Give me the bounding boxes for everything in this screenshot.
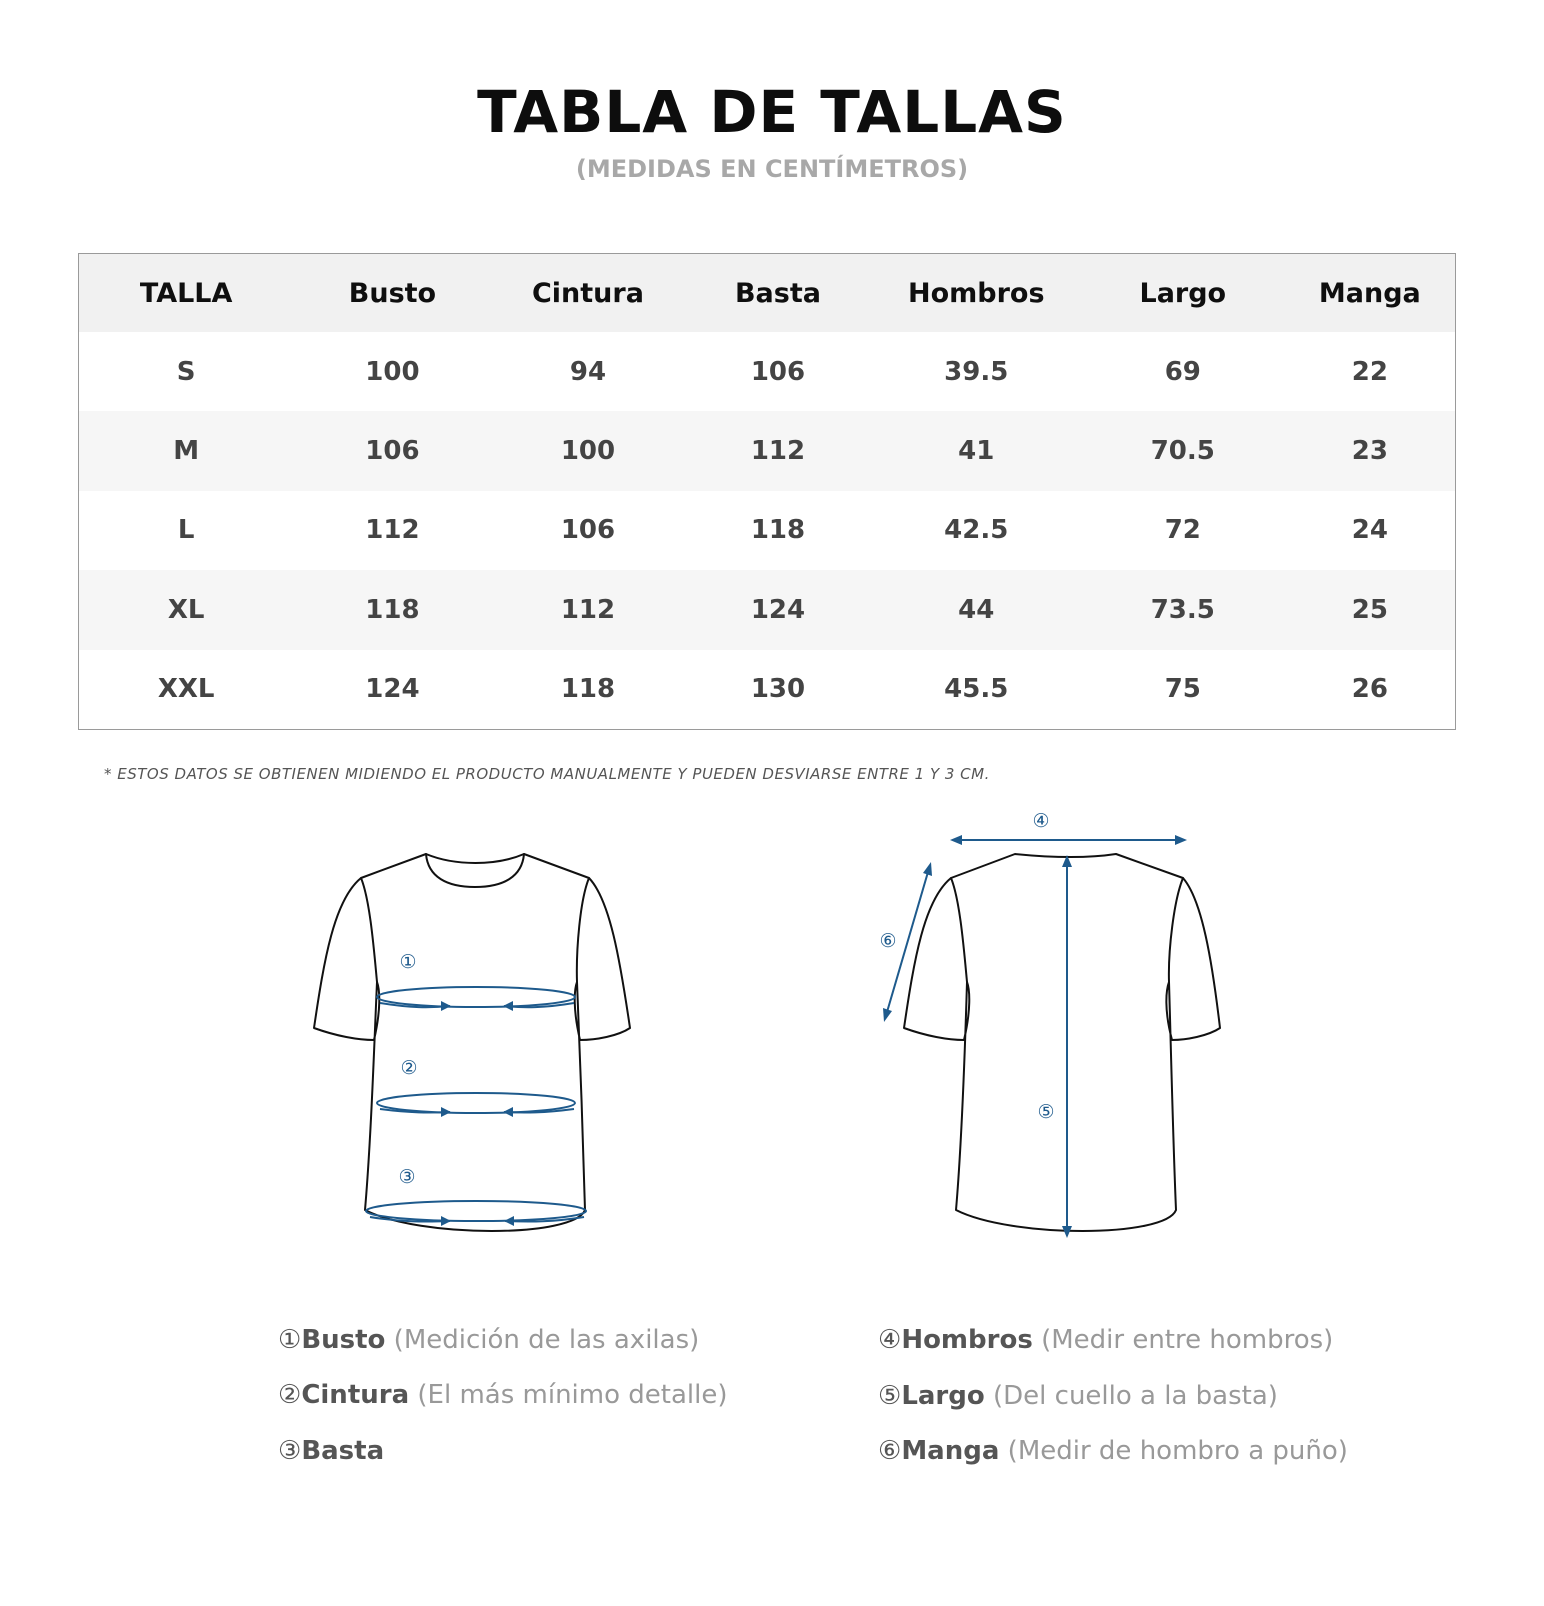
legend-description: (Medir de hombro a puño) xyxy=(999,1436,1348,1466)
back-tshirt-diagram xyxy=(870,800,1230,1260)
legend-term: Manga xyxy=(901,1436,1000,1466)
legend-description: (Del cuello a la basta) xyxy=(984,1381,1278,1411)
arrow-icon xyxy=(923,862,932,876)
arrow-icon xyxy=(883,1008,892,1022)
cell-value: 100 xyxy=(293,332,491,411)
cell-value: 73.5 xyxy=(1081,570,1285,649)
header-basta: Basta xyxy=(684,254,871,333)
cell-value: 118 xyxy=(293,570,491,649)
legend-item-cintura xyxy=(278,1380,728,1410)
header-hombros: Hombros xyxy=(872,254,1081,333)
legend-item-hombros xyxy=(878,1325,1333,1355)
arrow-icon xyxy=(1175,835,1187,845)
arrow-icon xyxy=(950,835,962,845)
arrow-icon xyxy=(1062,1226,1072,1238)
cell-value: 41 xyxy=(872,411,1081,490)
legend-number: ③ xyxy=(278,1436,302,1466)
arrow-icon xyxy=(441,1107,451,1117)
cell-value: 124 xyxy=(293,650,491,730)
cell-value: 44 xyxy=(872,570,1081,649)
cell-value: 94 xyxy=(492,332,685,411)
marker-1: ① xyxy=(399,951,417,973)
arrow-icon xyxy=(503,1001,513,1011)
header-largo: Largo xyxy=(1081,254,1285,333)
cell-value: 45.5 xyxy=(872,650,1081,730)
marker-3: ③ xyxy=(398,1166,416,1188)
cell-value: 42.5 xyxy=(872,491,1081,570)
marker-2: ② xyxy=(400,1057,418,1079)
legend-item-busto xyxy=(278,1325,699,1355)
cell-value: 39.5 xyxy=(872,332,1081,411)
header-busto: Busto xyxy=(293,254,491,333)
legend-description: (Medir entre hombros) xyxy=(1032,1325,1334,1355)
cell-value: 69 xyxy=(1081,332,1285,411)
cell-value: 24 xyxy=(1285,491,1456,570)
cell-value: 25 xyxy=(1285,570,1456,649)
cell-value: 112 xyxy=(492,570,685,649)
tshirt-front-outline xyxy=(314,854,630,1231)
legend-term: Cintura xyxy=(301,1380,410,1410)
cell-value: 124 xyxy=(684,570,871,649)
legend-number: ⑤ xyxy=(878,1381,902,1411)
cell-size: L xyxy=(79,491,294,570)
table-row xyxy=(79,411,1456,490)
cell-value: 130 xyxy=(684,650,871,730)
cell-value: 112 xyxy=(293,491,491,570)
legend-term: Largo xyxy=(901,1381,985,1411)
table-row xyxy=(79,332,1456,411)
legend-number: ④ xyxy=(878,1325,902,1355)
arrow-icon xyxy=(503,1107,513,1117)
table-row xyxy=(79,491,1456,570)
table-header-row xyxy=(79,254,1456,333)
marker-5: ⑤ xyxy=(1037,1101,1055,1123)
front-tshirt-diagram xyxy=(300,800,640,1260)
cell-size: M xyxy=(79,411,294,490)
marker-4: ④ xyxy=(1032,810,1050,832)
size-table xyxy=(78,253,1456,730)
legend-description: (Medición de las axilas) xyxy=(385,1325,700,1355)
cell-value: 75 xyxy=(1081,650,1285,730)
legend-number: ① xyxy=(278,1325,302,1355)
arrow-icon xyxy=(441,1001,451,1011)
legend-item-manga xyxy=(878,1436,1348,1466)
arrow-icon xyxy=(504,1216,514,1226)
cell-value: 72 xyxy=(1081,491,1285,570)
cell-value: 100 xyxy=(492,411,685,490)
header-cintura: Cintura xyxy=(492,254,685,333)
cell-value: 106 xyxy=(684,332,871,411)
page-title: TABLA DE TALLAS xyxy=(477,78,1067,146)
table-row xyxy=(79,650,1456,730)
legend-term: Busto xyxy=(301,1325,386,1355)
cell-value: 23 xyxy=(1285,411,1456,490)
legend-term: Hombros xyxy=(901,1325,1033,1355)
legend-number: ② xyxy=(278,1380,302,1410)
arrow-icon xyxy=(441,1216,451,1226)
table-row xyxy=(79,570,1456,649)
cell-value: 26 xyxy=(1285,650,1456,730)
tshirt-back-outline xyxy=(904,854,1220,1231)
measurement-note: * ESTOS DATOS SE OBTIENEN MIDIENDO EL PRODUCTO MANUALMENTE Y PUEDEN DESVIARSE ENTRE 1 Y 3 CM. xyxy=(104,765,990,783)
cell-value: 70.5 xyxy=(1081,411,1285,490)
cell-value: 118 xyxy=(684,491,871,570)
cell-value: 106 xyxy=(492,491,685,570)
legend-term: Basta xyxy=(301,1436,385,1466)
cell-value: 22 xyxy=(1285,332,1456,411)
marker-6: ⑥ xyxy=(879,930,897,952)
legend-item-basta xyxy=(278,1436,384,1466)
cell-value: 106 xyxy=(293,411,491,490)
header-manga: Manga xyxy=(1285,254,1456,333)
cell-size: S xyxy=(79,332,294,411)
legend-item-largo xyxy=(878,1381,1278,1411)
cell-value: 112 xyxy=(684,411,871,490)
cell-size: XL xyxy=(79,570,294,649)
cell-value: 118 xyxy=(492,650,685,730)
legend-number: ⑥ xyxy=(878,1436,902,1466)
cell-size: XXL xyxy=(79,650,294,730)
page-subtitle: (MEDIDAS EN CENTÍMETROS) xyxy=(575,155,969,183)
legend-description: (El más mínimo detalle) xyxy=(409,1380,728,1410)
header-talla: TALLA xyxy=(79,254,294,333)
